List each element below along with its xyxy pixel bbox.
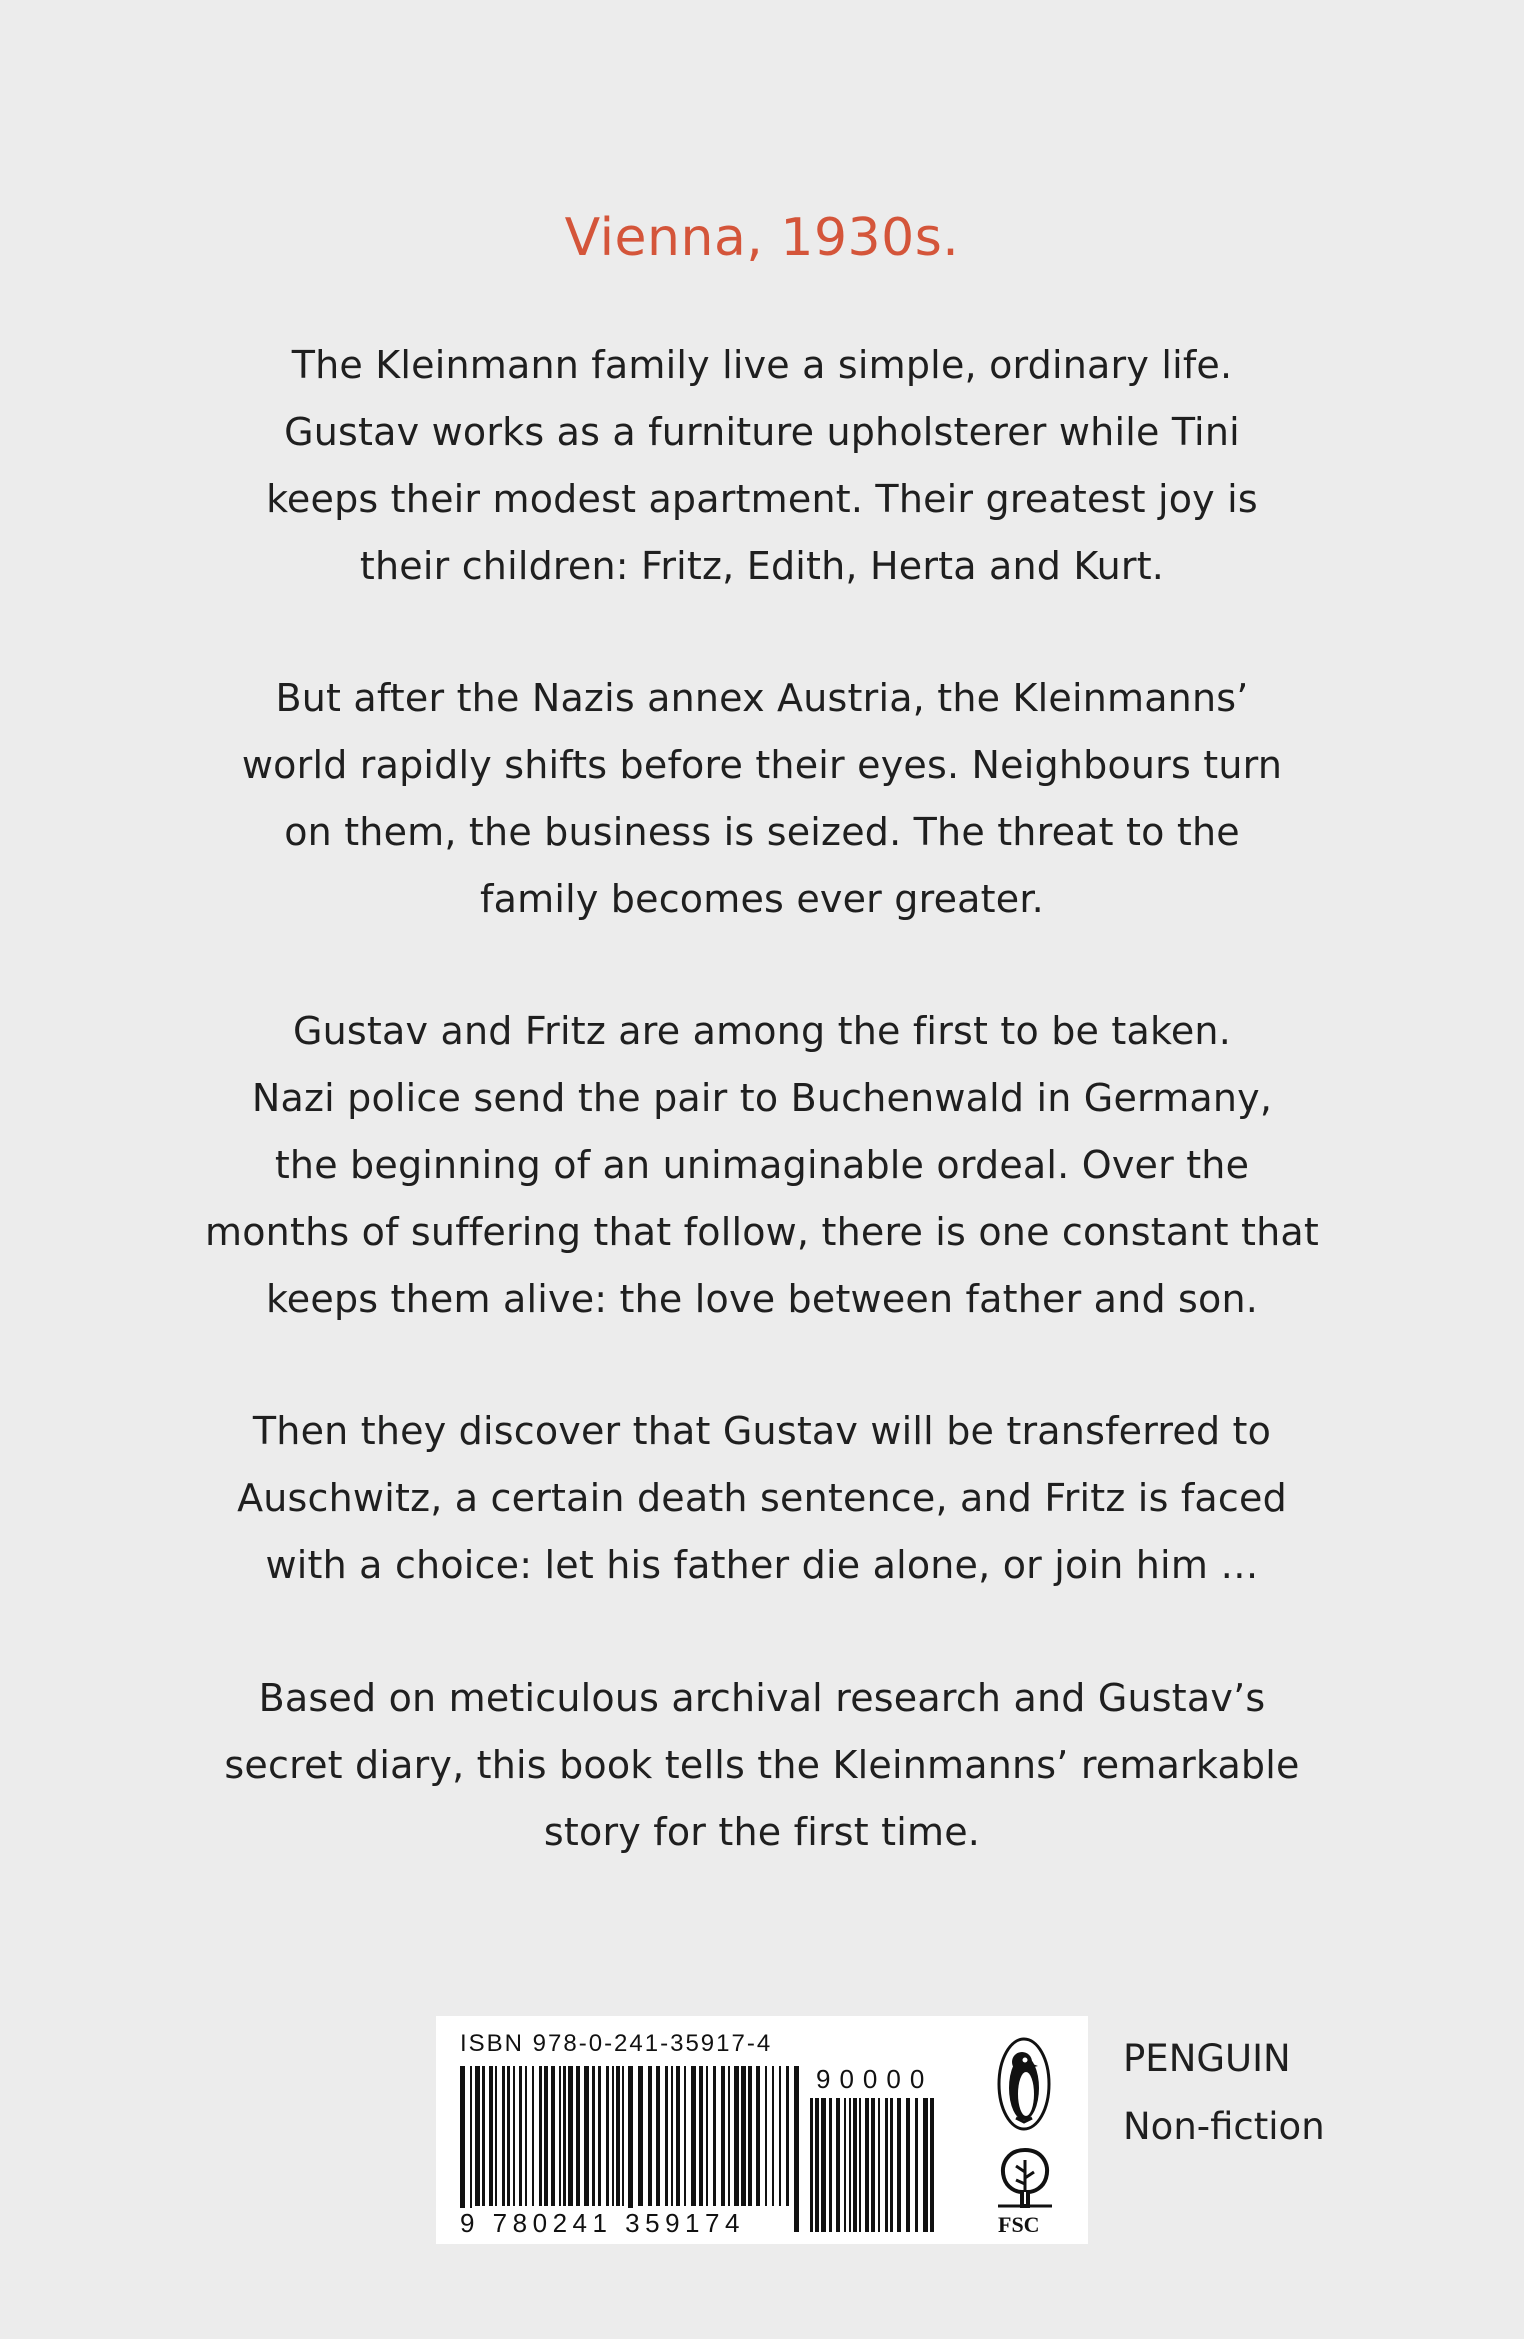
blurb-paragraph-4: [0, 1398, 1524, 1599]
fsc-label: FSC: [998, 2212, 1040, 2237]
barcode-panel: [436, 2016, 1088, 2244]
blurb-line: with a choice: let his father die alone, or join him …: [265, 1543, 1259, 1587]
blurb-paragraph-2: [0, 665, 1524, 933]
fsc-tree-icon: [994, 2142, 1056, 2212]
isbn-number: ISBN 978-0-241-35917-4: [460, 2030, 773, 2057]
blurb-line: Based on meticulous archival research and Gustav’s: [258, 1676, 1266, 1720]
blurb-line: Gustav and Fritz are among the first to be taken.: [293, 1009, 1231, 1053]
blurb-line: keeps them alive: the love between father and son.: [265, 1277, 1259, 1321]
publisher-category: Non-fiction: [1123, 2105, 1325, 2148]
publisher-block: [1123, 2025, 1325, 2161]
blurb-line: Gustav works as a furniture upholsterer while Tini: [284, 410, 1240, 454]
addon-digits: 90000: [816, 2064, 934, 2094]
blurb-line: Auschwitz, a certain death sentence, and Fritz is faced: [237, 1476, 1287, 1520]
blurb-paragraph-3: [0, 998, 1524, 1333]
ean-digits: 9 780241 359174: [460, 2208, 745, 2238]
publisher-name: PENGUIN: [1123, 2037, 1291, 2080]
blurb-paragraph-5: [0, 1665, 1524, 1866]
blurb-line: Nazi police send the pair to Buchenwald in Germany,: [251, 1076, 1273, 1120]
heading-title: Vienna, 1930s.: [564, 208, 960, 268]
blurb-line: story for the first time.: [543, 1810, 981, 1854]
penguin-logo-icon: [996, 2036, 1052, 2132]
blurb-line: on them, the business is seized. The threat to the: [284, 810, 1240, 854]
blurb-line: The Kleinmann family live a simple, ordinary life.: [291, 343, 1233, 387]
blurb-paragraph-1: [0, 332, 1524, 600]
blurb-line: the beginning of an unimaginable ordeal. Over the: [274, 1143, 1250, 1187]
blurb-line: Then they discover that Gustav will be transferred to: [252, 1409, 1272, 1453]
blurb-line: their children: Fritz, Edith, Herta and Kurt.: [359, 544, 1165, 588]
addon-barcode-icon: [810, 2098, 936, 2232]
blurb-line: world rapidly shifts before their eyes. Neighbours turn: [241, 743, 1283, 787]
blurb-line: But after the Nazis annex Austria, the Kleinmanns’: [275, 676, 1249, 720]
blurb-line: family becomes ever greater.: [480, 877, 1044, 921]
blurb-line: keeps their modest apartment. Their greatest joy is: [266, 477, 1258, 521]
blurb-line: secret diary, this book tells the Kleinmanns’ remarkable: [224, 1743, 1300, 1787]
blurb-line: months of suffering that follow, there is one constant that: [205, 1210, 1319, 1254]
